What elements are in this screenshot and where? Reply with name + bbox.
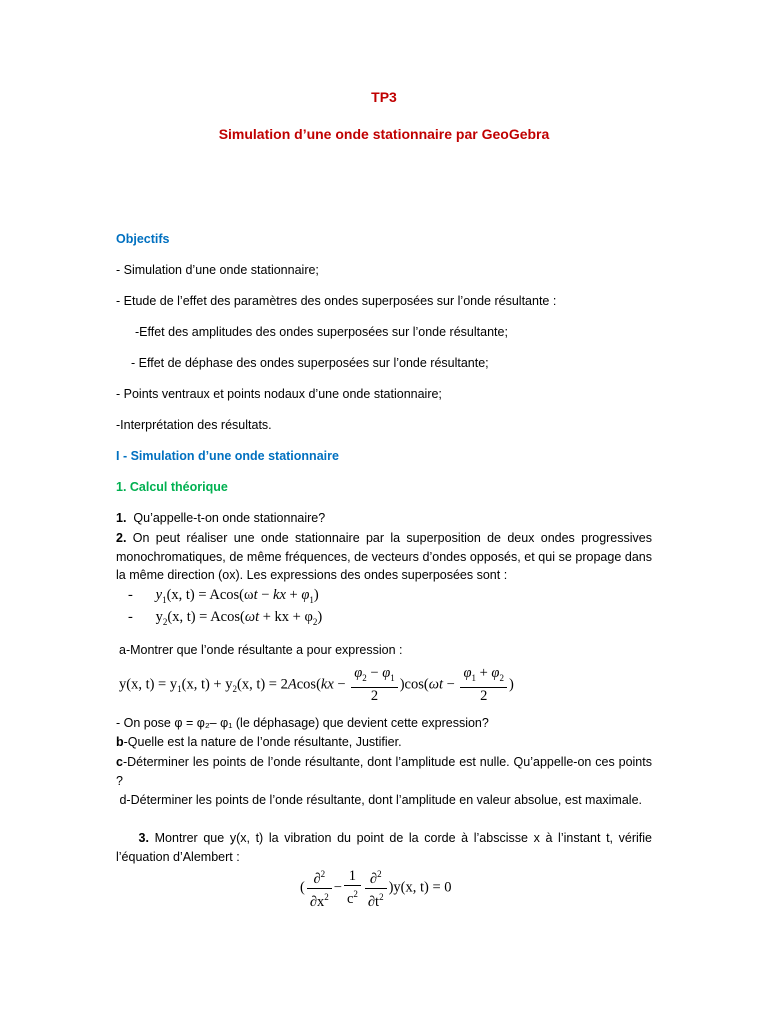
wave-equation-1: - $y_1(x$, t) = Acos(ωt − kx + $\varphi_1$) bbox=[128, 587, 319, 605]
objective-item: - Etude de l’effet des paramètres des ondes superposées sur l’onde résultante : bbox=[116, 294, 557, 308]
question-1 bbox=[116, 511, 325, 525]
question-c bbox=[116, 753, 652, 790]
resultant-equation: y(x, $t) = y_1(x$, $t) + y_2(x$, t) = 2Acos(kx − $\frac{\varphi_2 - \varphi_1}{2}$ )cos(ωt − $\frac{\varphi_1 + \varphi_2}{2}$ ) bbox=[119, 665, 514, 704]
objectives-heading: Objectifs bbox=[116, 232, 170, 246]
question-3-number: 3. bbox=[138, 831, 149, 845]
document-title: TP3 bbox=[371, 89, 397, 105]
question-d bbox=[116, 791, 652, 810]
alembert-equation: ( $\frac{\partial^2}{\partial x^2}$ − $\frac{1}{c^2}$ $\frac{\partial^2}{\partial t^2}$ )y(x, t) = 0 bbox=[300, 866, 452, 911]
wave-equation-2: - $y_2(x$, t) = Acos(ωt + kx + $\varphi_2$) bbox=[128, 609, 323, 627]
question-2-number: 2. bbox=[116, 531, 127, 545]
question-b-label: b bbox=[116, 735, 124, 749]
question-d-text: d-Déterminer les points de l’onde résultante, dont l’amplitude en valeur absolue, est maximale. bbox=[119, 793, 642, 807]
question-3 bbox=[116, 829, 652, 866]
equation-bullet: - bbox=[128, 587, 133, 603]
equation-bullet: - bbox=[128, 609, 133, 625]
subsection-heading: 1. Calcul théorique bbox=[116, 480, 228, 494]
fraction: $\frac{\varphi_1 + \varphi_2}{2}$ bbox=[460, 665, 507, 705]
question-c-text: -Déterminer les points de l’onde résultante, dont l’amplitude est nulle. Qu’appelle-on ces points ? bbox=[116, 755, 652, 788]
question-2 bbox=[116, 529, 652, 585]
objective-item: -Interprétation des résultats. bbox=[116, 418, 272, 432]
objective-item: - Points ventraux et points nodaux d’une onde stationnaire; bbox=[116, 387, 442, 401]
fraction: $\frac{\partial^2}{\partial t^2}$ bbox=[365, 866, 387, 911]
question-3-text: Montrer que y(x, t) la vibration du point de la corde à l’abscisse x à l’instant t, vérifie l’équation d’Alembert : bbox=[116, 831, 652, 864]
question-b-text: -Quelle est la nature de l’onde résultante, Justifier. bbox=[123, 735, 402, 749]
objective-item: - Simulation d’une onde stationnaire; bbox=[116, 263, 319, 277]
question-phase: - On pose φ = φ₂– φ₁ (le déphasage) que devient cette expression? bbox=[116, 716, 489, 730]
equation-2-lhs: (x, t) = Acos( bbox=[167, 609, 245, 625]
document-subtitle: Simulation d’une onde stationnaire par GeoGebra bbox=[218, 126, 550, 142]
question-a: a-Montrer que l’onde résultante a pour expression : bbox=[119, 643, 403, 657]
question-c-label: c bbox=[116, 755, 123, 769]
equation-1-lhs: (x, t) = Acos( bbox=[166, 587, 245, 603]
question-1-number: 1. bbox=[116, 511, 127, 525]
question-2-text: On peut réaliser une onde stationnaire par la superposition de deux ondes progressives monochromatiques, de même fréquences, de vecteurs d’ondes opposés, et qui se propage dans la même direction (ox). Les expressions des ondes superposées sont : bbox=[116, 531, 652, 582]
fraction: $\frac{1}{c^2}$ bbox=[344, 868, 361, 908]
question-1-text: Qu’appelle-t-on onde stationnaire? bbox=[133, 511, 326, 525]
question-b bbox=[116, 735, 402, 749]
fraction: $\frac{\varphi_2 - \varphi_1}{2}$ bbox=[351, 665, 398, 705]
fraction: $\frac{\partial^2}{\partial x^2}$ bbox=[307, 866, 332, 911]
section-heading: I - Simulation d’une onde stationnaire bbox=[116, 449, 339, 463]
objective-item: - Effet de déphase des ondes superposées sur l’onde résultante; bbox=[131, 356, 489, 370]
objective-item: -Effet des amplitudes des ondes superposées sur l’onde résultante; bbox=[135, 325, 508, 339]
